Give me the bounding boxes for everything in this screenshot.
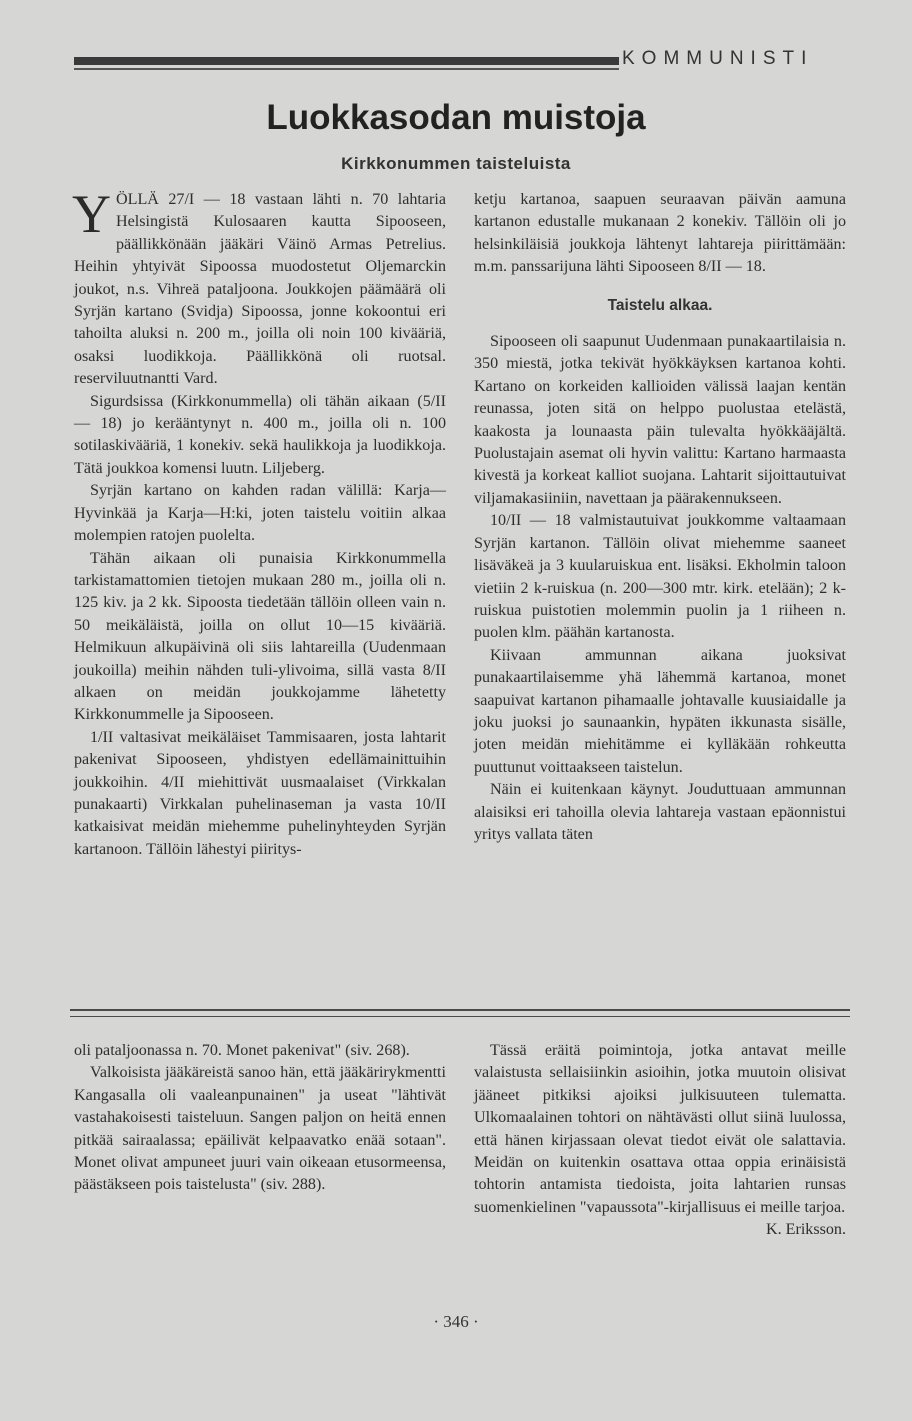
author-signature: K. Eriksson. — [765, 1221, 846, 1239]
article-column-left — [72, 184, 446, 861]
paragraph: Tähän aikaan oli punaisia Kirkkonummella tarkistamattomien tietojen mukaan 280 m., joilla oli n. 125 kiv. ja 2 kk. Sipoosta tiedetään tällöin olleen vain n. 50 meikäläistä, joilla on ollut 10—15 kivääriä. Helmikuun alkupäivinä oli siis lahtareilla (Uudenmaan joukoilla) meihin nähden tuli-ylivoima, sillä vasta 8/II alkaen on meidän joukkojamme lähetetty Kirkkonummelle ja Sipooseen. — [74, 549, 446, 724]
paragraph: Tässä eräitä poimintoja, jotka antavat meille valaistusta sellaisiinkin asioihin, jotka muutoin olisivat jääneet pitkiksi ajoiksi julkisuuteen tulematta. Ulkomaalainen tohtori on nähtävästi ollut siinä luulossa, että hänen kirjassaan olevat tiedot eivät ole salattavia. Meidän on kuitenkin osattava ottaa oppia erinäisistä tohtorin antamista tiedoista, joita lahtarien runsas suomenkielinen "vapaussota"-kirjallisuus ei meille tarjoa. K. Eriksson. — [474, 1040, 846, 1219]
paragraph: Sigurdsissa (Kirkkonummella) oli tähän aikaan (5/II — 18) jo kerääntynyt n. 400 m., joilla oli n. 100 sotilaskivääriä, 1 konekiv. sekä haulikkoja ja luodikkoja. Tätä joukkoa komensi luutn. Liljeberg. — [74, 392, 446, 477]
section-heading: Taistelu alkaa. — [607, 296, 713, 314]
paragraph: Näin ei kuitenkaan käynyt. Jouduttuaan ammunnan alaisiksi eri tahoilla olevia lahtareja vastaan epäonnistui yritys vallata täten — [474, 781, 846, 843]
masthead-rule — [74, 57, 619, 65]
continuation-column-right — [474, 1040, 846, 1242]
magazine-name: KOMMUNISTI — [622, 48, 814, 69]
paragraph: YÖLLÄ 27/I — 18 vastaan lähti n. 70 lahtaria Helsingistä Kulosaaren kautta Sipooseen, päällikkönään jääkäri Väinö Armas Petrelius. Heihin yhtyivät Sipoossa muodostetut Oljemarckin joukot, n.s. Vihreä pataljoona. Joukkojen päämäärä oli Syrjän kartano (Svidja) Sipoossa, jonne kokoontui eri tahoilta aluksi n. 200 m., joilla oli noin 100 kivääriä, osaksi luodikkoja. Päällikkönä oli ruotsal. reserviluutnantti Vard. — [72, 184, 446, 388]
paragraph: oli pataljoonassa n. 70. Monet pakenivat" (siv. 268). — [74, 1042, 410, 1059]
paragraph: Sipooseen oli saapunut Uudenmaan punakaartilaisia n. 350 miestä, jotka tekivät hyökkäyksen kartanoa kohti. Kartano on korkeiden kallioiden välissä laajan kentän reunassa, joten sitä on helppo puolustaa etelästä, kaakosta ja lounaasta päin tulevalta hyökkääjältä. Puolustajain asemat oli hyvin valittu: Kartano harmaasta kivestä ja korkeat kalliot suojana. Lahtarit sijoittautuivat viljamakasiiniin, navettaan ja päärakennukseen. — [474, 333, 846, 507]
article-subtitle: Kirkkonummen taisteluista — [341, 154, 571, 173]
masthead — [74, 48, 834, 78]
continuation-column-left — [74, 1040, 446, 1197]
section-divider-thin — [70, 1016, 850, 1017]
paragraph: ketju kartanoa, saapuen seuraavan päivän aamuna kartanon edustalle mukanaan 2 konekiv. Tällöin oli jo helsinkiläisiä joukkoja lähtenyt lahtareja piirittämään: m.m. panssarijuna lähti Sipooseen 8/II — 18. — [474, 191, 846, 276]
section-divider — [70, 1009, 850, 1011]
page-number: · 346 · — [433, 1312, 479, 1331]
paragraph: Syrjän kartano on kahden radan välillä: Karja—Hyvinkää ja Karja—H:ki, joten taistelu voitiin alkaa molempien ratojen puolelta. — [74, 482, 446, 545]
paragraph: Kiivaan ammunnan aikana juoksivat punakaartilaisemme yhä lähemmä kartanoa, monet saapuivat kartanon pihamaalle johtavalle kuusiaidalle ja joku juoksi jo saunaankin, hypäten ikkunasta sisälle, joten meidän miehitämme ei kylläkään rohkeutta puuttunut voittaakseen taistelun. — [474, 646, 846, 776]
article-column-right — [474, 189, 846, 846]
paragraph: 1/II valtasivat meikäläiset Tammisaaren, josta lahtarit pakenivat Sipooseen, yhdistyen edellämainittuihin joukkoihin. 4/II miehittivät uusmaalaiset (Virkkalan punakaarti) Virkkalan puhelinaseman ja vasta 10/II katkaisivat meidän miehemme puhelinyhteyden Syrjän kartanoon. Tällöin lähestyi piiritys- — [74, 728, 446, 858]
article-title: Luokkasodan muistoja — [266, 98, 646, 137]
paragraph: 10/II — 18 valmistautuivat joukkomme valtaamaan Syrjän kartanon. Tällöin olivat miehemme saaneet lisäväkeä ja 3 kuularuiskua ent. lisäksi. Ekholmin taloon vietiin 2 k-ruiskua (n. 200—300 mtr. kirk. etelään); 2 k-ruiskua puistotien molemmin puolin ja 1 riiheen n. puolen klm. päähän kartanosta. — [474, 512, 846, 642]
masthead-rule-thin — [74, 68, 619, 70]
paragraph: Valkoisista jääkäreistä sanoo hän, että jääkärirykmentti Kangasalla oli vaaleanpunainen" ja useat "lähtivät vastahakoisesti taisteluun. Sangen paljon on heitä ennen pitkää sairaalassa; epäilivät kelpaavatko enää sotaan". Monet olivat ampuneet juuri vain oikeaan etusormeensa, päästäkseen pois taistelusta" (siv. 288). — [74, 1064, 446, 1194]
drop-cap: Y — [72, 184, 111, 244]
